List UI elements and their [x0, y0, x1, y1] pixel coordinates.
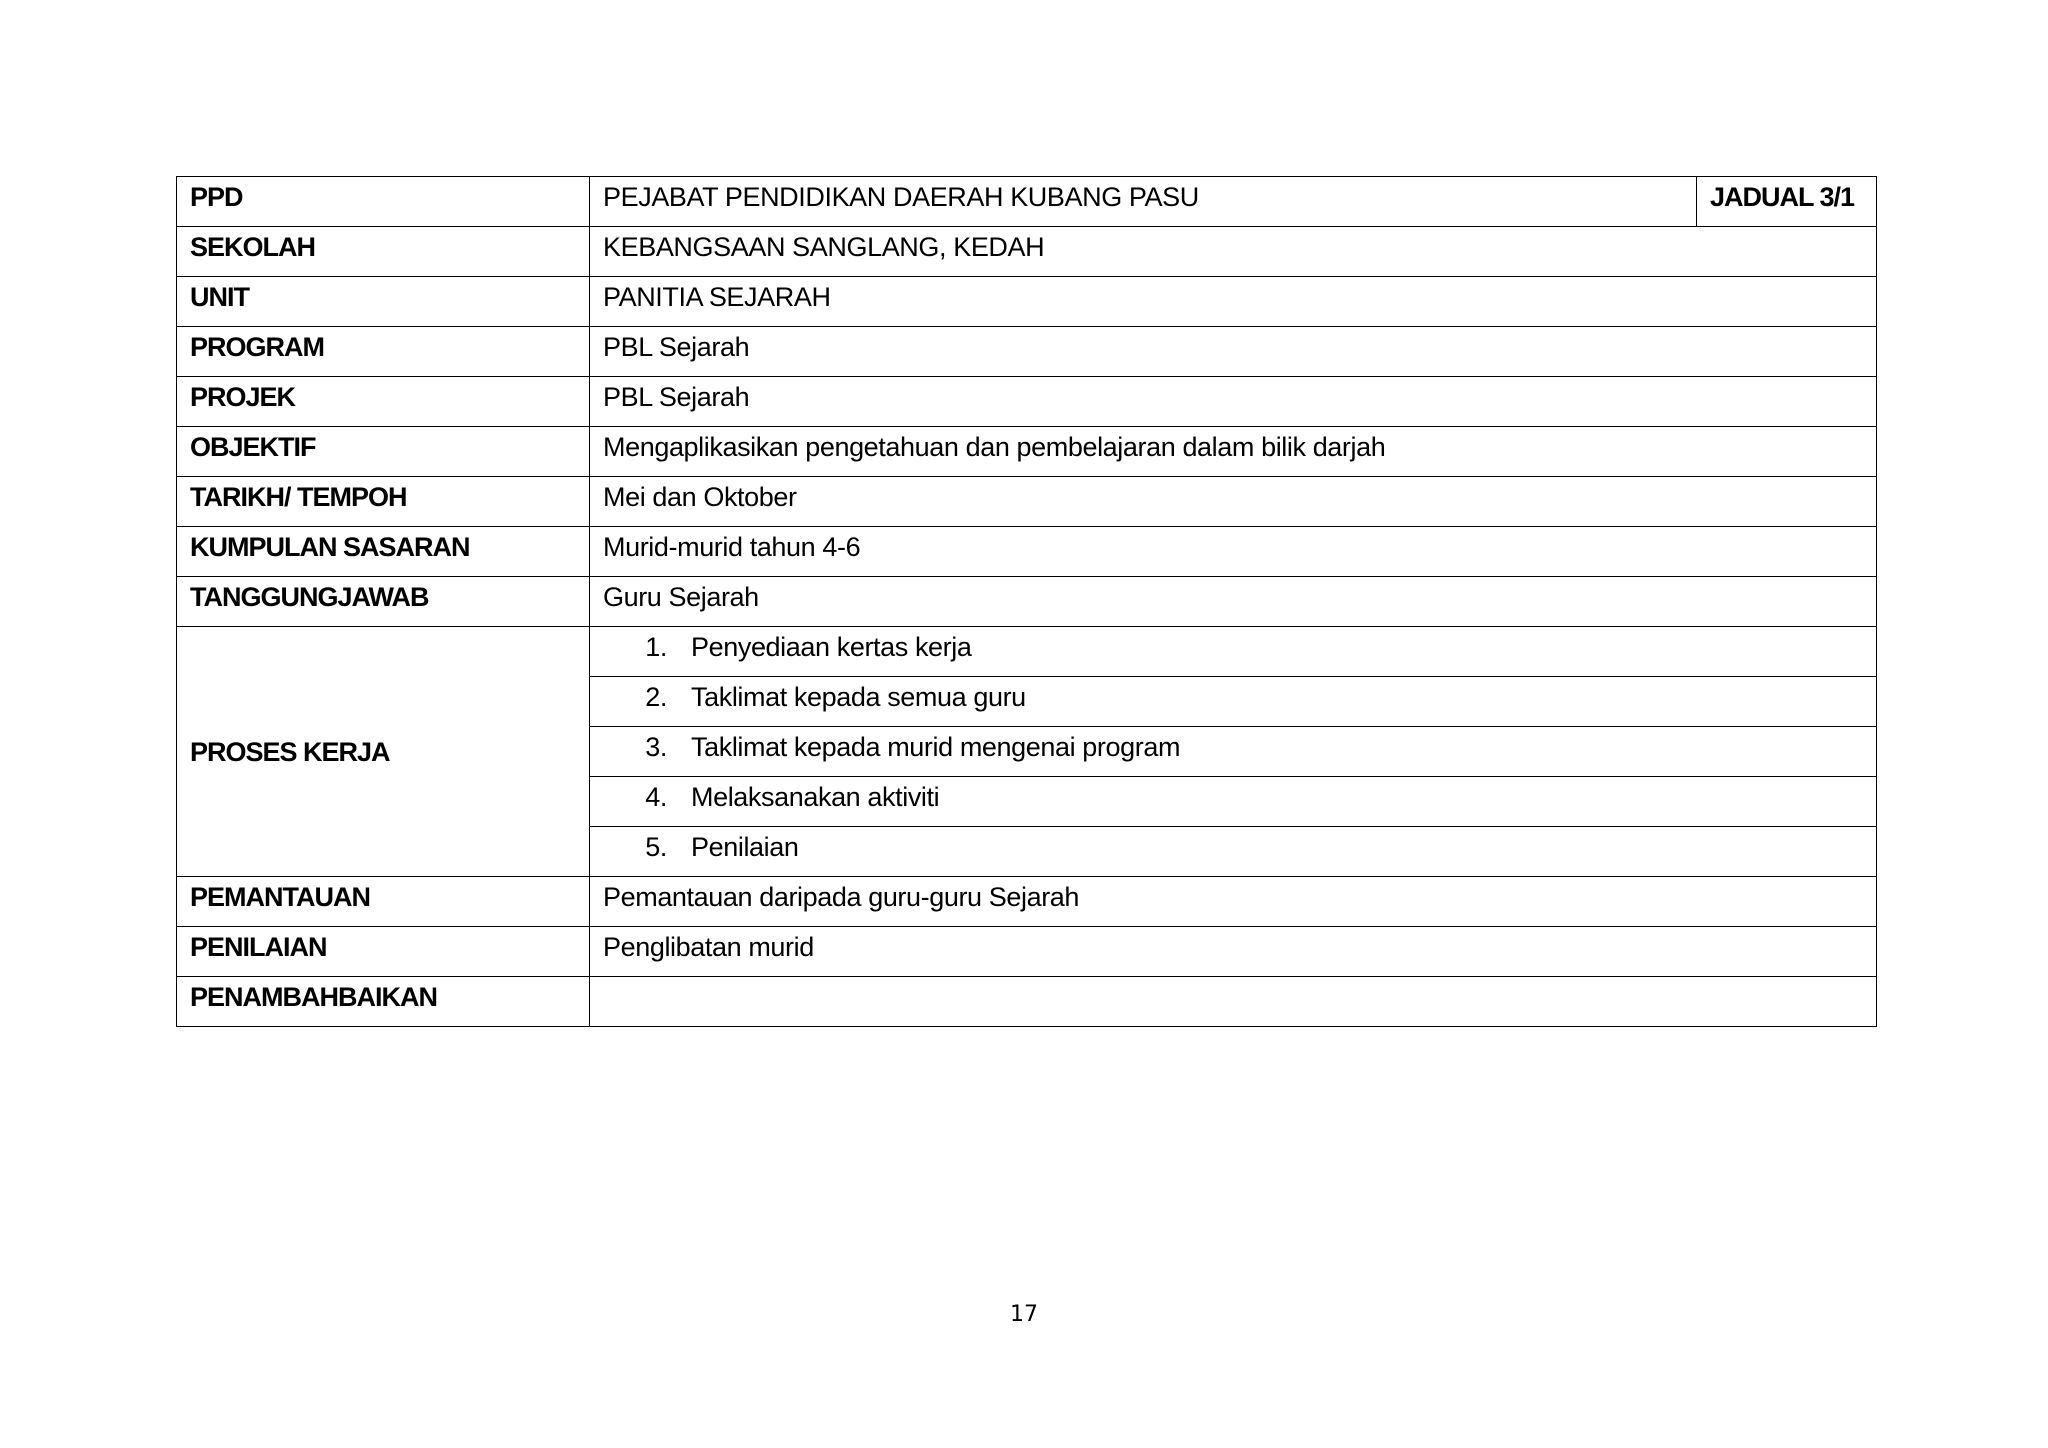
step-number: 4.	[645, 782, 667, 812]
objektif-label: OBJEKTIF	[177, 427, 590, 477]
table-row-penilaian	[177, 927, 1877, 977]
tarikh-value: Mei dan Oktober	[590, 477, 1877, 527]
table-row-tarikh	[177, 477, 1877, 527]
step-number: 1.	[645, 632, 667, 662]
proses-step-5	[590, 827, 1877, 877]
ppd-value: PEJABAT PENDIDIKAN DAERAH KUBANG PASU	[590, 177, 1697, 227]
table-row-unit	[177, 277, 1877, 327]
tanggungjawab-label: TANGGUNGJAWAB	[177, 577, 590, 627]
jadual-label: JADUAL 3/1	[1697, 177, 1877, 227]
ppd-label: PPD	[177, 177, 590, 227]
proses-step-1	[590, 627, 1877, 677]
step-number: 5.	[645, 832, 667, 862]
table-row-projek	[177, 377, 1877, 427]
tanggungjawab-value: Guru Sejarah	[590, 577, 1877, 627]
sekolah-label: SEKOLAH	[177, 227, 590, 277]
proses-step-4	[590, 777, 1877, 827]
program-table	[176, 176, 1877, 1027]
sekolah-value: KEBANGSAAN SANGLANG, KEDAH	[590, 227, 1877, 277]
unit-value: PANITIA SEJARAH	[590, 277, 1877, 327]
kumpulan-sasaran-label: KUMPULAN SASARAN	[177, 527, 590, 577]
step-text: Penyediaan kertas kerja	[691, 632, 972, 662]
step-text: Taklimat kepada murid mengenai program	[691, 732, 1181, 762]
proses-step-2	[590, 677, 1877, 727]
penilaian-value: Penglibatan murid	[590, 927, 1877, 977]
table-row-sekolah	[177, 227, 1877, 277]
proses-kerja-label: PROSES KERJA	[177, 627, 590, 877]
table-row-penambahbaikan	[177, 977, 1877, 1027]
table-row-ppd	[177, 177, 1877, 227]
projek-label: PROJEK	[177, 377, 590, 427]
table-row-pemantauan	[177, 877, 1877, 927]
step-text: Melaksanakan aktiviti	[691, 782, 940, 812]
step-text: Penilaian	[691, 832, 799, 862]
penambahbaikan-label: PENAMBAHBAIKAN	[177, 977, 590, 1027]
pemantauan-value: Pemantauan daripada guru-guru Sejarah	[590, 877, 1877, 927]
step-text: Taklimat kepada semua guru	[691, 682, 1026, 712]
table-row-tanggungjawab	[177, 577, 1877, 627]
program-value: PBL Sejarah	[590, 327, 1877, 377]
table-row-objektif	[177, 427, 1877, 477]
table-row-proses-step-1	[177, 627, 1877, 677]
table-row-kumpulan-sasaran	[177, 527, 1877, 577]
page-number: 17	[1010, 1302, 1038, 1327]
penambahbaikan-value	[590, 977, 1877, 1027]
kumpulan-sasaran-value: Murid-murid tahun 4-6	[590, 527, 1877, 577]
objektif-value: Mengaplikasikan pengetahuan dan pembelajaran dalam bilik darjah	[590, 427, 1877, 477]
pemantauan-label: PEMANTAUAN	[177, 877, 590, 927]
step-number: 2.	[645, 682, 667, 712]
step-number: 3.	[645, 732, 667, 762]
table-row-program	[177, 327, 1877, 377]
tarikh-label: TARIKH/ TEMPOH	[177, 477, 590, 527]
projek-value: PBL Sejarah	[590, 377, 1877, 427]
proses-step-3	[590, 727, 1877, 777]
program-label: PROGRAM	[177, 327, 590, 377]
unit-label: UNIT	[177, 277, 590, 327]
penilaian-label: PENILAIAN	[177, 927, 590, 977]
